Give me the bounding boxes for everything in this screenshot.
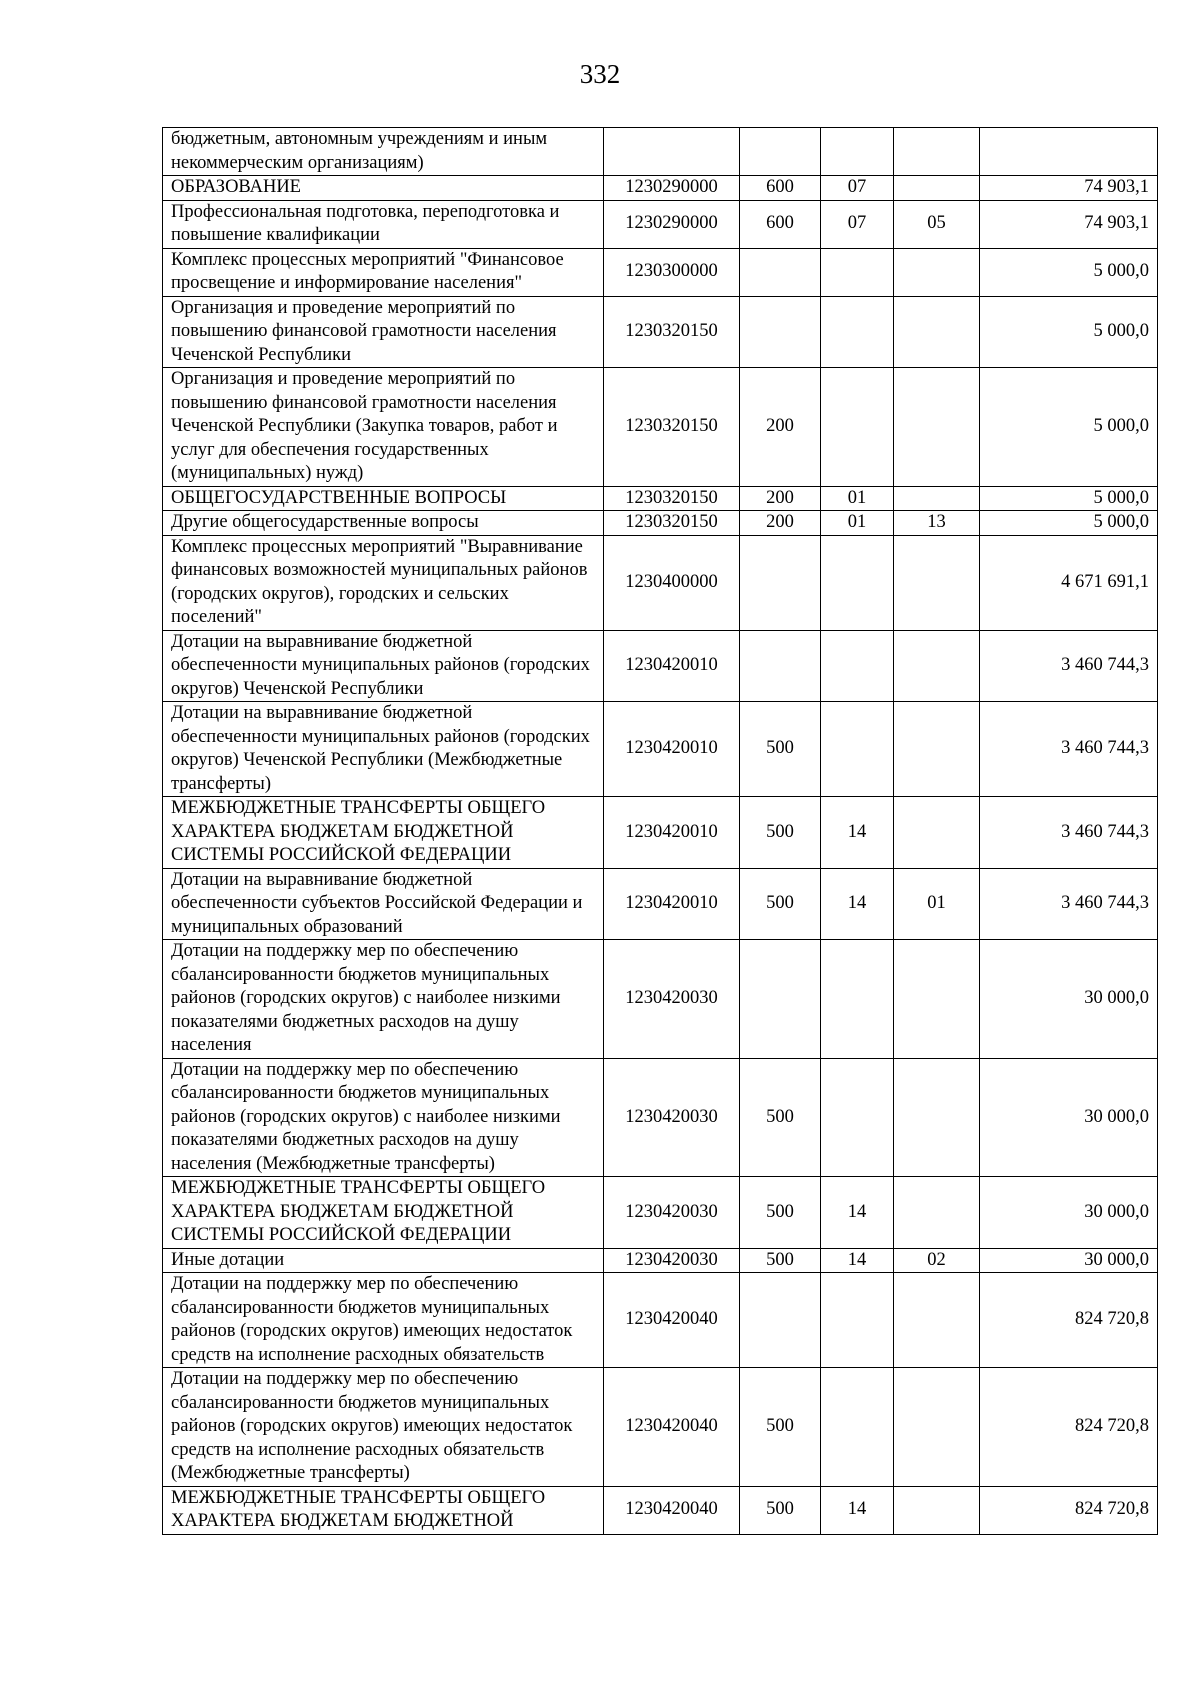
table-row	[163, 176, 1158, 201]
expense-type-cell: 500	[740, 868, 821, 940]
amount-cell	[980, 128, 1158, 176]
section-cell	[821, 368, 894, 487]
table-row	[163, 368, 1158, 487]
subsection-cell	[894, 1273, 980, 1368]
subsection-cell	[894, 1486, 980, 1534]
row-name-cell: Организация и проведение мероприятий по повышению финансовой грамотности населения Чеченской Республики (Закупка товаров, работ и услуг для обеспечения государственных (муниципальных) нужд)	[163, 368, 604, 487]
amount-cell: 74 903,1	[980, 176, 1158, 201]
section-cell: 14	[821, 797, 894, 869]
budget-table-body	[163, 128, 1158, 1535]
amount-cell: 5 000,0	[980, 248, 1158, 296]
subsection-cell: 05	[894, 200, 980, 248]
table-row	[163, 1486, 1158, 1534]
table-row	[163, 1177, 1158, 1249]
target-code-cell: 1230420030	[604, 1248, 740, 1273]
row-name-cell: Дотации на выравнивание бюджетной обеспеченности муниципальных районов (городских округов) Чеченской Республики (Межбюджетные трансферты)	[163, 702, 604, 797]
row-name-cell: Дотации на поддержку мер по обеспечению сбалансированности бюджетов муниципальных районов (городских округов) с наиболее низкими показателями бюджетных расходов на душу населения (Межбюджетные трансферты)	[163, 1058, 604, 1177]
expense-type-cell	[740, 1273, 821, 1368]
amount-cell: 5 000,0	[980, 511, 1158, 536]
target-code-cell: 1230420010	[604, 797, 740, 869]
section-cell: 07	[821, 176, 894, 201]
expense-type-cell: 500	[740, 1248, 821, 1273]
row-name-cell: ОБРАЗОВАНИЕ	[163, 176, 604, 201]
subsection-cell	[894, 176, 980, 201]
subsection-cell	[894, 296, 980, 368]
expense-type-cell: 200	[740, 486, 821, 511]
target-code-cell: 1230420010	[604, 630, 740, 702]
amount-cell: 30 000,0	[980, 1058, 1158, 1177]
subsection-cell	[894, 1368, 980, 1487]
amount-cell: 4 671 691,1	[980, 535, 1158, 630]
table-row	[163, 1273, 1158, 1368]
section-cell	[821, 702, 894, 797]
subsection-cell	[894, 702, 980, 797]
amount-cell: 5 000,0	[980, 296, 1158, 368]
section-cell	[821, 296, 894, 368]
expense-type-cell	[740, 296, 821, 368]
target-code-cell: 1230420040	[604, 1368, 740, 1487]
amount-cell: 3 460 744,3	[980, 702, 1158, 797]
row-name-cell: Дотации на выравнивание бюджетной обеспеченности субъектов Российской Федерации и муниципальных образований	[163, 868, 604, 940]
row-name-cell: Дотации на поддержку мер по обеспечению сбалансированности бюджетов муниципальных районов (городских округов) имеющих недостаток средств на исполнение расходных обязательств	[163, 1273, 604, 1368]
subsection-cell	[894, 797, 980, 869]
expense-type-cell: 600	[740, 200, 821, 248]
table-row	[163, 630, 1158, 702]
row-name-cell: Комплекс процессных мероприятий "Выравнивание финансовых возможностей муниципальных районов (городских округов), городских и сельских поселений"	[163, 535, 604, 630]
table-row	[163, 486, 1158, 511]
amount-cell: 3 460 744,3	[980, 797, 1158, 869]
target-code-cell: 1230320150	[604, 511, 740, 536]
section-cell	[821, 248, 894, 296]
row-name-cell: ОБЩЕГОСУДАРСТВЕННЫЕ ВОПРОСЫ	[163, 486, 604, 511]
expense-type-cell	[740, 535, 821, 630]
subsection-cell	[894, 248, 980, 296]
row-name-cell: Организация и проведение мероприятий по повышению финансовой грамотности населения Чеченской Республики	[163, 296, 604, 368]
row-name-cell: Дотации на поддержку мер по обеспечению сбалансированности бюджетов муниципальных районов (городских округов) с наиболее низкими показателями бюджетных расходов на душу населения	[163, 940, 604, 1059]
row-name-cell: Профессиональная подготовка, переподготовка и повышение квалификации	[163, 200, 604, 248]
target-code-cell: 1230420010	[604, 702, 740, 797]
target-code-cell: 1230300000	[604, 248, 740, 296]
section-cell	[821, 1058, 894, 1177]
target-code-cell: 1230320150	[604, 296, 740, 368]
table-row	[163, 868, 1158, 940]
subsection-cell: 13	[894, 511, 980, 536]
subsection-cell	[894, 630, 980, 702]
table-row	[163, 797, 1158, 869]
target-code-cell: 1230400000	[604, 535, 740, 630]
amount-cell: 5 000,0	[980, 368, 1158, 487]
expense-type-cell: 500	[740, 1058, 821, 1177]
amount-cell: 74 903,1	[980, 200, 1158, 248]
table-row	[163, 296, 1158, 368]
table-row	[163, 248, 1158, 296]
target-code-cell: 1230290000	[604, 200, 740, 248]
expense-type-cell: 200	[740, 368, 821, 487]
expense-type-cell	[740, 248, 821, 296]
amount-cell: 824 720,8	[980, 1368, 1158, 1487]
target-code-cell: 1230420040	[604, 1273, 740, 1368]
subsection-cell	[894, 368, 980, 487]
target-code-cell: 1230290000	[604, 176, 740, 201]
target-code-cell: 1230420030	[604, 1058, 740, 1177]
amount-cell: 30 000,0	[980, 1248, 1158, 1273]
table-row	[163, 702, 1158, 797]
expense-type-cell: 500	[740, 797, 821, 869]
subsection-cell	[894, 1177, 980, 1249]
row-name-cell: МЕЖБЮДЖЕТНЫЕ ТРАНСФЕРТЫ ОБЩЕГО ХАРАКТЕРА БЮДЖЕТАМ БЮДЖЕТНОЙ	[163, 1486, 604, 1534]
subsection-cell: 02	[894, 1248, 980, 1273]
budget-table	[162, 127, 1158, 1535]
section-cell: 14	[821, 868, 894, 940]
expense-type-cell	[740, 128, 821, 176]
amount-cell: 824 720,8	[980, 1486, 1158, 1534]
row-name-cell: Комплекс процессных мероприятий "Финансовое просвещение и информирование населения"	[163, 248, 604, 296]
target-code-cell: 1230320150	[604, 486, 740, 511]
table-row	[163, 128, 1158, 176]
expense-type-cell: 200	[740, 511, 821, 536]
expense-type-cell	[740, 940, 821, 1059]
expense-type-cell: 500	[740, 1368, 821, 1487]
amount-cell: 5 000,0	[980, 486, 1158, 511]
section-cell: 07	[821, 200, 894, 248]
section-cell: 01	[821, 511, 894, 536]
subsection-cell	[894, 535, 980, 630]
section-cell: 14	[821, 1177, 894, 1249]
section-cell	[821, 1273, 894, 1368]
table-row	[163, 940, 1158, 1059]
table-row	[163, 1248, 1158, 1273]
expense-type-cell: 500	[740, 702, 821, 797]
expense-type-cell: 500	[740, 1177, 821, 1249]
subsection-cell	[894, 1058, 980, 1177]
row-name-cell: Иные дотации	[163, 1248, 604, 1273]
section-cell	[821, 535, 894, 630]
row-name-cell: бюджетным, автономным учреждениям и иным некоммерческим организациям)	[163, 128, 604, 176]
table-row	[163, 535, 1158, 630]
section-cell	[821, 940, 894, 1059]
target-code-cell: 1230420030	[604, 940, 740, 1059]
section-cell	[821, 128, 894, 176]
page-number: 332	[579, 59, 621, 89]
section-cell: 14	[821, 1248, 894, 1273]
amount-cell: 3 460 744,3	[980, 868, 1158, 940]
section-cell: 01	[821, 486, 894, 511]
target-code-cell: 1230420010	[604, 868, 740, 940]
row-name-cell: МЕЖБЮДЖЕТНЫЕ ТРАНСФЕРТЫ ОБЩЕГО ХАРАКТЕРА БЮДЖЕТАМ БЮДЖЕТНОЙ СИСТЕМЫ РОССИЙСКОЙ ФЕДЕРАЦИИ	[163, 797, 604, 869]
subsection-cell: 01	[894, 868, 980, 940]
target-code-cell: 1230320150	[604, 368, 740, 487]
row-name-cell: Дотации на выравнивание бюджетной обеспеченности муниципальных районов (городских округов) Чеченской Республики	[163, 630, 604, 702]
subsection-cell	[894, 128, 980, 176]
amount-cell: 3 460 744,3	[980, 630, 1158, 702]
row-name-cell: Дотации на поддержку мер по обеспечению сбалансированности бюджетов муниципальных районов (городских округов) имеющих недостаток средств на исполнение расходных обязательств (Межбюджетные трансферты)	[163, 1368, 604, 1487]
row-name-cell: Другие общегосударственные вопросы	[163, 511, 604, 536]
section-cell: 14	[821, 1486, 894, 1534]
amount-cell: 30 000,0	[980, 940, 1158, 1059]
amount-cell: 30 000,0	[980, 1177, 1158, 1249]
amount-cell: 824 720,8	[980, 1273, 1158, 1368]
row-name-cell: МЕЖБЮДЖЕТНЫЕ ТРАНСФЕРТЫ ОБЩЕГО ХАРАКТЕРА БЮДЖЕТАМ БЮДЖЕТНОЙ СИСТЕМЫ РОССИЙСКОЙ ФЕДЕРАЦИИ	[163, 1177, 604, 1249]
subsection-cell	[894, 940, 980, 1059]
table-row	[163, 1058, 1158, 1177]
section-cell	[821, 1368, 894, 1487]
section-cell	[821, 630, 894, 702]
table-row	[163, 511, 1158, 536]
expense-type-cell: 500	[740, 1486, 821, 1534]
table-row	[163, 200, 1158, 248]
expense-type-cell	[740, 630, 821, 702]
target-code-cell: 1230420040	[604, 1486, 740, 1534]
subsection-cell	[894, 486, 980, 511]
expense-type-cell: 600	[740, 176, 821, 201]
table-row	[163, 1368, 1158, 1487]
target-code-cell: 1230420030	[604, 1177, 740, 1249]
target-code-cell	[604, 128, 740, 176]
